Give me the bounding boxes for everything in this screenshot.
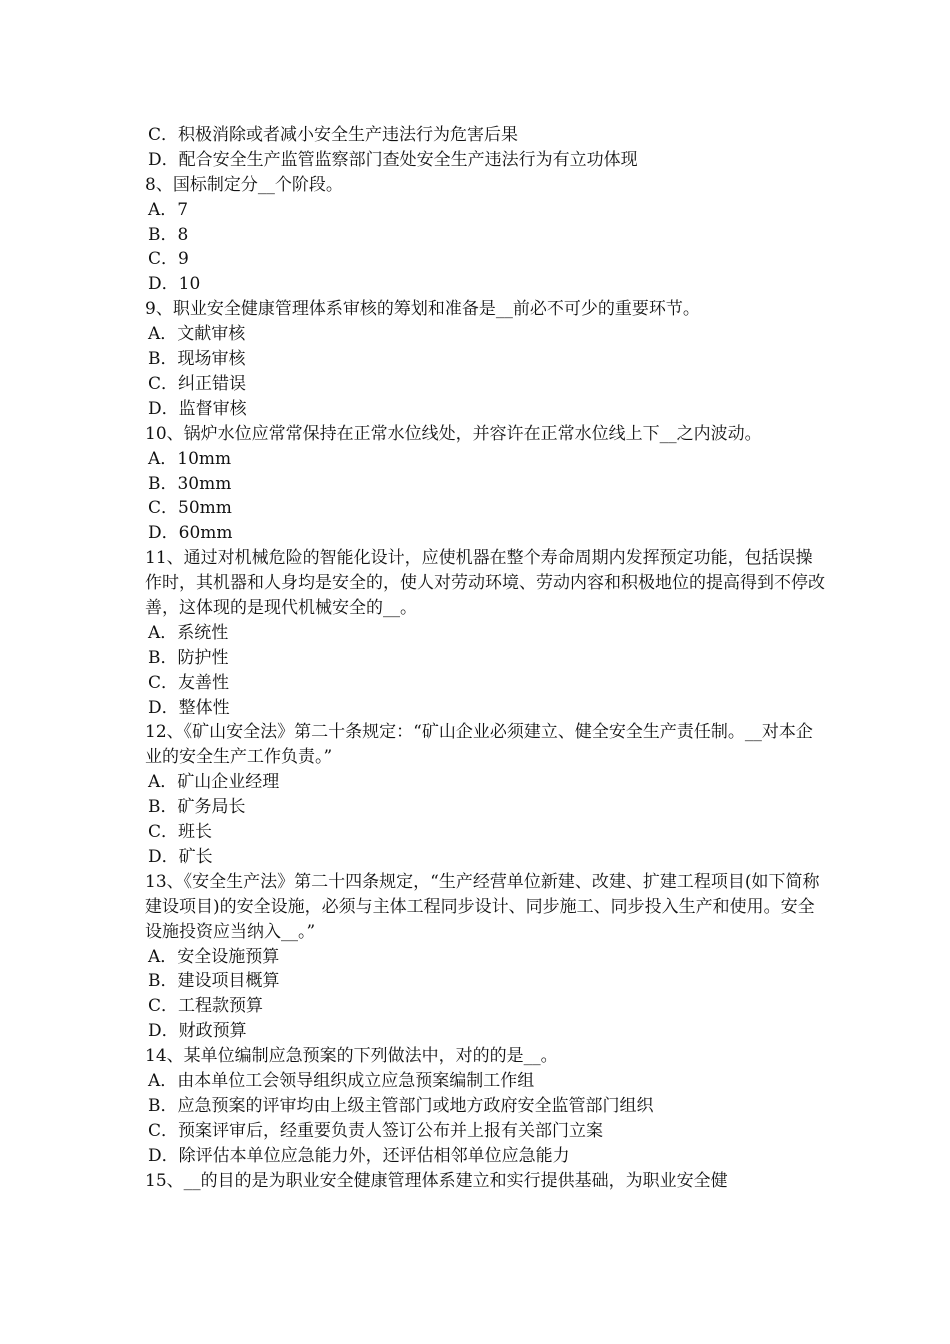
q8-option-c: C．9 bbox=[148, 249, 189, 270]
question-14: 14、某单位编制应急预案的下列做法中，对的的是__。 bbox=[145, 1046, 558, 1067]
q12-option-c: C．班长 bbox=[148, 822, 213, 843]
q13-option-d: D．财政预算 bbox=[148, 1021, 247, 1042]
q8-option-d: D．10 bbox=[148, 274, 201, 295]
q13-option-a: A．安全设施预算 bbox=[148, 946, 280, 967]
question-12: 12、《矿山安全法》第二十条规定：“矿山企业必须建立、健全安全生产责任制。__对本企业的安全生产工作负责。” bbox=[145, 722, 813, 768]
q14-option-a: A．由本单位工会领导组织成立应急预案编制工作组 bbox=[148, 1071, 535, 1092]
question-11: 11、通过对机械危险的智能化设计，应使机器在整个寿命周期内发挥预定功能，包括误操作时，其机器和人身均是安全的，使人对劳动环境、劳动内容和积极地位的提高得到不停改善，这体现的是现代机械安全的__。 bbox=[145, 548, 825, 618]
question-8: 8、国标制定分__个阶段。 bbox=[145, 174, 343, 195]
question-10: 10、锅炉水位应常常保持在正常水位线处，并容许在正常水位线上下__之内波动。 bbox=[145, 423, 762, 444]
q9-option-a: A．文献审核 bbox=[148, 324, 246, 345]
q10-option-d: D．60mm bbox=[148, 523, 233, 544]
q14-option-c: C．预案评审后，经重要负责人签订公布并上报有关部门立案 bbox=[148, 1120, 604, 1141]
option-d-prev: D．配合安全生产监管监察部门查处安全生产违法行为有立功体现 bbox=[148, 149, 638, 170]
q14-option-d: D．除评估本单位应急能力外，还评估相邻单位应急能力 bbox=[148, 1145, 570, 1166]
q10-option-a: A．10mm bbox=[148, 448, 232, 469]
q9-option-c: C．纠正错误 bbox=[148, 373, 247, 394]
question-15: 15、__的目的是为职业安全健康管理体系建立和实行提供基础，为职业安全健 bbox=[145, 1170, 728, 1191]
q11-option-d: D．整体性 bbox=[148, 697, 230, 718]
q9-option-d: D．监督审核 bbox=[148, 398, 247, 419]
q10-option-c: C．50mm bbox=[148, 498, 232, 519]
q8-option-b: B．8 bbox=[148, 224, 189, 245]
question-9: 9、职业安全健康管理体系审核的筹划和准备是__前必不可少的重要环节。 bbox=[145, 299, 700, 320]
q10-option-b: B．30mm bbox=[148, 473, 232, 494]
q12-option-b: B．矿务局长 bbox=[148, 797, 246, 818]
q9-option-b: B．现场审核 bbox=[148, 349, 246, 370]
exam-content bbox=[145, 123, 825, 1194]
option-c-prev: C．积极消除或者减小安全生产违法行为危害后果 bbox=[148, 125, 519, 145]
q14-option-b: B．应急预案的评审均由上级主管部门或地方政府安全监管部门组织 bbox=[148, 1095, 654, 1116]
q11-option-c: C．友善性 bbox=[148, 672, 230, 693]
q13-option-c: C．工程款预算 bbox=[148, 996, 264, 1017]
q12-option-d: D．矿长 bbox=[148, 846, 213, 867]
q11-option-a: A．系统性 bbox=[148, 622, 229, 643]
q12-option-a: A．矿山企业经理 bbox=[148, 772, 280, 793]
q13-option-b: B．建设项目概算 bbox=[148, 971, 280, 992]
question-13: 13、《安全生产法》第二十四条规定，“生产经营单位新建、改建、扩建工程项目(如下简称建设项目)的安全设施，必须与主体工程同步设计、同步施工、同步投入生产和使用。安全设施投资应当纳入__。” bbox=[145, 871, 820, 942]
q11-option-b: B．防护性 bbox=[148, 647, 229, 668]
q8-option-a: A．7 bbox=[148, 199, 189, 220]
